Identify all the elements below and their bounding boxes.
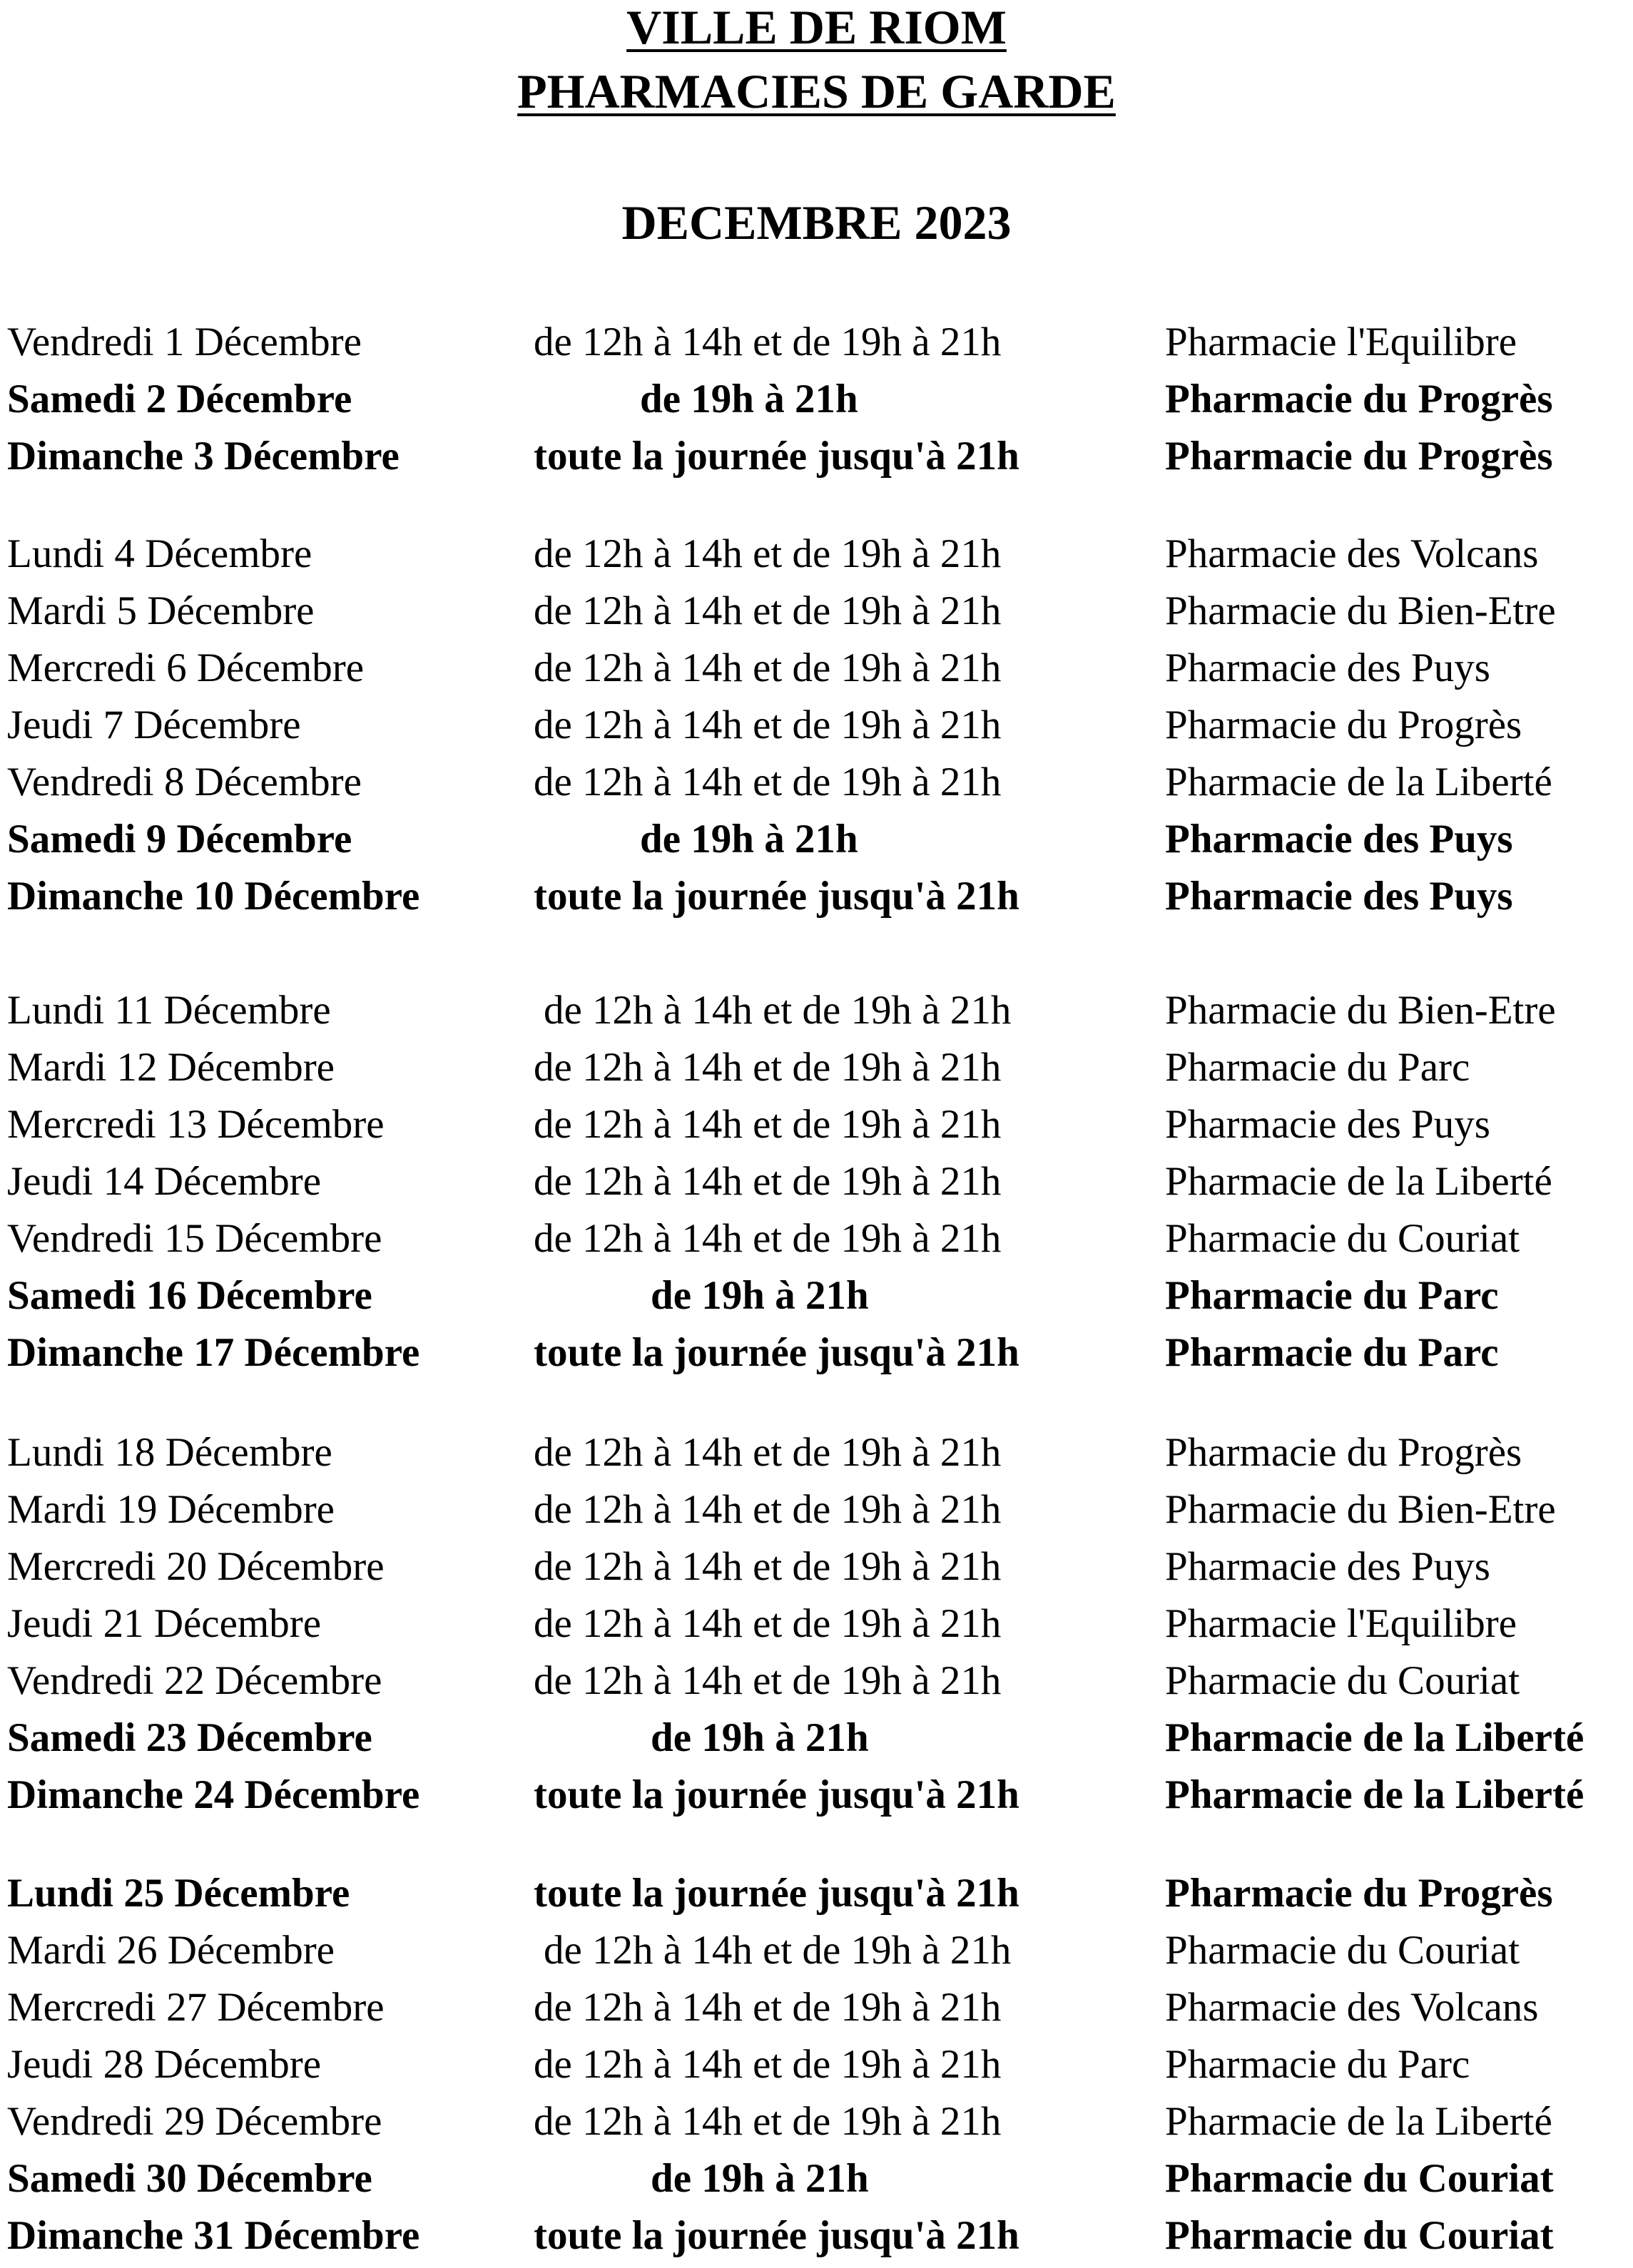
schedule-row bbox=[0, 1653, 1633, 1710]
hours-label: de 12h à 14h et de 19h à 21h bbox=[534, 1102, 1002, 1147]
day-label: Lundi 25 Décembre bbox=[7, 1871, 350, 1916]
pharmacy-label: Pharmacie du Parc bbox=[1165, 1045, 1470, 1090]
hours-label: toute la journée jusqu'à 21h bbox=[534, 2213, 1019, 2258]
pharmacy-label: Pharmacie de la Liberté bbox=[1165, 2099, 1552, 2144]
day-label: Mercredi 20 Décembre bbox=[7, 1544, 385, 1589]
day-label: Vendredi 22 Décembre bbox=[7, 1658, 382, 1703]
hours-label: de 19h à 21h bbox=[640, 377, 858, 422]
schedule-row bbox=[0, 2093, 1633, 2150]
hours-label: de 12h à 14h et de 19h à 21h bbox=[534, 1159, 1002, 1204]
pharmacy-label: Pharmacie du Bien-Etre bbox=[1165, 588, 1556, 633]
hours-label: de 19h à 21h bbox=[651, 1715, 869, 1760]
schedule-row bbox=[0, 314, 1633, 371]
pharmacy-label: Pharmacie du Parc bbox=[1165, 1273, 1499, 1318]
hours-label: de 12h à 14h et de 19h à 21h bbox=[534, 703, 1002, 747]
day-label: Jeudi 21 Décembre bbox=[7, 1601, 321, 1646]
schedule-row bbox=[0, 754, 1633, 811]
hours-label: de 12h à 14h et de 19h à 21h bbox=[534, 760, 1002, 804]
schedule-row bbox=[0, 811, 1633, 868]
day-label: Vendredi 8 Décembre bbox=[7, 760, 362, 804]
day-label: Jeudi 7 Décembre bbox=[7, 703, 301, 747]
pharmacy-label: Pharmacie des Volcans bbox=[1165, 531, 1539, 576]
day-label: Mercredi 27 Décembre bbox=[7, 1985, 385, 2030]
hours-label: de 12h à 14h et de 19h à 21h bbox=[534, 588, 1002, 633]
hours-label: de 19h à 21h bbox=[640, 817, 858, 862]
schedule-row bbox=[0, 1595, 1633, 1653]
day-label: Samedi 23 Décembre bbox=[7, 1715, 372, 1760]
day-label: Dimanche 3 Décembre bbox=[7, 434, 400, 479]
pharmacy-label: Pharmacie des Puys bbox=[1165, 1102, 1490, 1147]
hours-label: de 12h à 14h et de 19h à 21h bbox=[534, 645, 1002, 690]
day-label: Mardi 12 Décembre bbox=[7, 1045, 335, 1090]
day-label: Dimanche 10 Décembre bbox=[7, 874, 420, 919]
pharmacy-label: Pharmacie du Couriat bbox=[1165, 1928, 1520, 1973]
schedule-row bbox=[0, 868, 1633, 925]
day-label: Mardi 5 Décembre bbox=[7, 588, 315, 633]
pharmacy-label: Pharmacie du Parc bbox=[1165, 2042, 1470, 2087]
schedule-row bbox=[0, 428, 1633, 485]
hours-label: de 12h à 14h et de 19h à 21h bbox=[534, 1601, 1002, 1646]
day-label: Samedi 2 Décembre bbox=[7, 377, 352, 422]
pharmacy-label: Pharmacie des Puys bbox=[1165, 817, 1513, 862]
day-label: Mercredi 6 Décembre bbox=[7, 645, 365, 690]
pharmacy-label: Pharmacie des Volcans bbox=[1165, 1985, 1539, 2030]
hours-label: de 12h à 14h et de 19h à 21h bbox=[534, 531, 1002, 576]
pharmacy-label: Pharmacie du Progrès bbox=[1165, 434, 1553, 479]
pharmacy-label: Pharmacie du Progrès bbox=[1165, 1430, 1522, 1475]
hours-label: de 19h à 21h bbox=[651, 1273, 869, 1318]
pharmacy-label: Pharmacie du Bien-Etre bbox=[1165, 988, 1556, 1033]
day-label: Jeudi 14 Décembre bbox=[7, 1159, 321, 1204]
day-label: Vendredi 15 Décembre bbox=[7, 1216, 382, 1261]
hours-label: de 12h à 14h et de 19h à 21h bbox=[534, 1658, 1002, 1703]
day-label: Dimanche 31 Décembre bbox=[7, 2213, 420, 2258]
schedule-row bbox=[0, 1039, 1633, 1096]
schedule-row bbox=[0, 583, 1633, 640]
pharmacy-label: Pharmacie des Puys bbox=[1165, 874, 1513, 919]
hours-label: de 12h à 14h et de 19h à 21h bbox=[534, 1216, 1002, 1261]
schedule-row bbox=[0, 1096, 1633, 1153]
schedule-row bbox=[0, 640, 1633, 697]
schedule-row bbox=[0, 526, 1633, 583]
pharmacy-label: Pharmacie du Progrès bbox=[1165, 703, 1522, 747]
hours-label: de 12h à 14h et de 19h à 21h bbox=[544, 988, 1012, 1033]
pharmacy-label: Pharmacie des Puys bbox=[1165, 1544, 1490, 1589]
hours-label: toute la journée jusqu'à 21h bbox=[534, 1772, 1019, 1817]
day-label: Dimanche 24 Décembre bbox=[7, 1772, 420, 1817]
pharmacy-label: Pharmacie du Couriat bbox=[1165, 1216, 1520, 1261]
schedule-row bbox=[0, 2207, 1633, 2264]
pharmacy-label: Pharmacie de la Liberté bbox=[1165, 760, 1552, 804]
schedule-row bbox=[0, 2036, 1633, 2093]
pharmacy-label: Pharmacie des Puys bbox=[1165, 645, 1490, 690]
schedule-row bbox=[0, 1979, 1633, 2036]
pharmacy-label: Pharmacie l'Equilibre bbox=[1165, 320, 1517, 364]
schedule-row bbox=[0, 1538, 1633, 1595]
day-label: Samedi 9 Décembre bbox=[7, 817, 352, 862]
pharmacy-label: Pharmacie du Bien-Etre bbox=[1165, 1487, 1556, 1532]
schedule-row bbox=[0, 1424, 1633, 1481]
schedule-row bbox=[0, 1267, 1633, 1324]
hours-label: de 12h à 14h et de 19h à 21h bbox=[534, 1487, 1002, 1532]
pharmacy-label: Pharmacie du Couriat bbox=[1165, 2156, 1554, 2201]
month-heading: DECEMBRE 2023 bbox=[621, 195, 1012, 250]
hours-label: de 12h à 14h et de 19h à 21h bbox=[534, 320, 1002, 364]
schedule-row bbox=[0, 1481, 1633, 1538]
pharmacy-label: Pharmacie du Couriat bbox=[1165, 2213, 1554, 2258]
schedule-row bbox=[0, 1767, 1633, 1824]
schedule-row bbox=[0, 697, 1633, 754]
schedule-row bbox=[0, 1324, 1633, 1381]
schedule-row bbox=[0, 1710, 1633, 1767]
hours-label: de 19h à 21h bbox=[651, 2156, 869, 2201]
day-label: Samedi 16 Décembre bbox=[7, 1273, 372, 1318]
day-label: Mardi 19 Décembre bbox=[7, 1487, 335, 1532]
hours-label: de 12h à 14h et de 19h à 21h bbox=[534, 1544, 1002, 1589]
hours-label: toute la journée jusqu'à 21h bbox=[534, 1330, 1019, 1375]
hours-label: de 12h à 14h et de 19h à 21h bbox=[544, 1928, 1012, 1973]
day-label: Vendredi 29 Décembre bbox=[7, 2099, 382, 2144]
pharmacy-label: Pharmacie de la Liberté bbox=[1165, 1159, 1552, 1204]
day-label: Mardi 26 Décembre bbox=[7, 1928, 335, 1973]
hours-label: de 12h à 14h et de 19h à 21h bbox=[534, 1430, 1002, 1475]
pharmacy-label: Pharmacie du Progrès bbox=[1165, 1871, 1553, 1916]
page-subtitle: PHARMACIES DE GARDE bbox=[517, 64, 1116, 118]
hours-label: toute la journée jusqu'à 21h bbox=[534, 874, 1019, 919]
day-label: Vendredi 1 Décembre bbox=[7, 320, 362, 364]
hours-label: de 12h à 14h et de 19h à 21h bbox=[534, 1045, 1002, 1090]
pharmacy-label: Pharmacie l'Equilibre bbox=[1165, 1601, 1517, 1646]
day-label: Lundi 4 Décembre bbox=[7, 531, 312, 576]
pharmacy-label: Pharmacie du Progrès bbox=[1165, 377, 1553, 422]
hours-label: toute la journée jusqu'à 21h bbox=[534, 434, 1019, 479]
hours-label: toute la journée jusqu'à 21h bbox=[534, 1871, 1019, 1916]
day-label: Lundi 18 Décembre bbox=[7, 1430, 332, 1475]
schedule-row bbox=[0, 1922, 1633, 1979]
schedule-row bbox=[0, 371, 1633, 428]
pharmacy-label: Pharmacie de la Liberté bbox=[1165, 1772, 1584, 1817]
schedule-row bbox=[0, 982, 1633, 1039]
day-label: Lundi 11 Décembre bbox=[7, 988, 331, 1033]
day-label: Mercredi 13 Décembre bbox=[7, 1102, 385, 1147]
pharmacy-label: Pharmacie du Parc bbox=[1165, 1330, 1499, 1375]
schedule-row bbox=[0, 1865, 1633, 1922]
hours-label: de 12h à 14h et de 19h à 21h bbox=[534, 1985, 1002, 2030]
pharmacy-label: Pharmacie de la Liberté bbox=[1165, 1715, 1584, 1760]
schedule-row bbox=[0, 1153, 1633, 1210]
schedule-row bbox=[0, 1210, 1633, 1267]
day-label: Dimanche 17 Décembre bbox=[7, 1330, 420, 1375]
day-label: Samedi 30 Décembre bbox=[7, 2156, 372, 2201]
city-title: VILLE DE RIOM bbox=[626, 0, 1007, 54]
schedule-row bbox=[0, 2150, 1633, 2207]
hours-label: de 12h à 14h et de 19h à 21h bbox=[534, 2099, 1002, 2144]
hours-label: de 12h à 14h et de 19h à 21h bbox=[534, 2042, 1002, 2087]
day-label: Jeudi 28 Décembre bbox=[7, 2042, 321, 2087]
pharmacy-label: Pharmacie du Couriat bbox=[1165, 1658, 1520, 1703]
